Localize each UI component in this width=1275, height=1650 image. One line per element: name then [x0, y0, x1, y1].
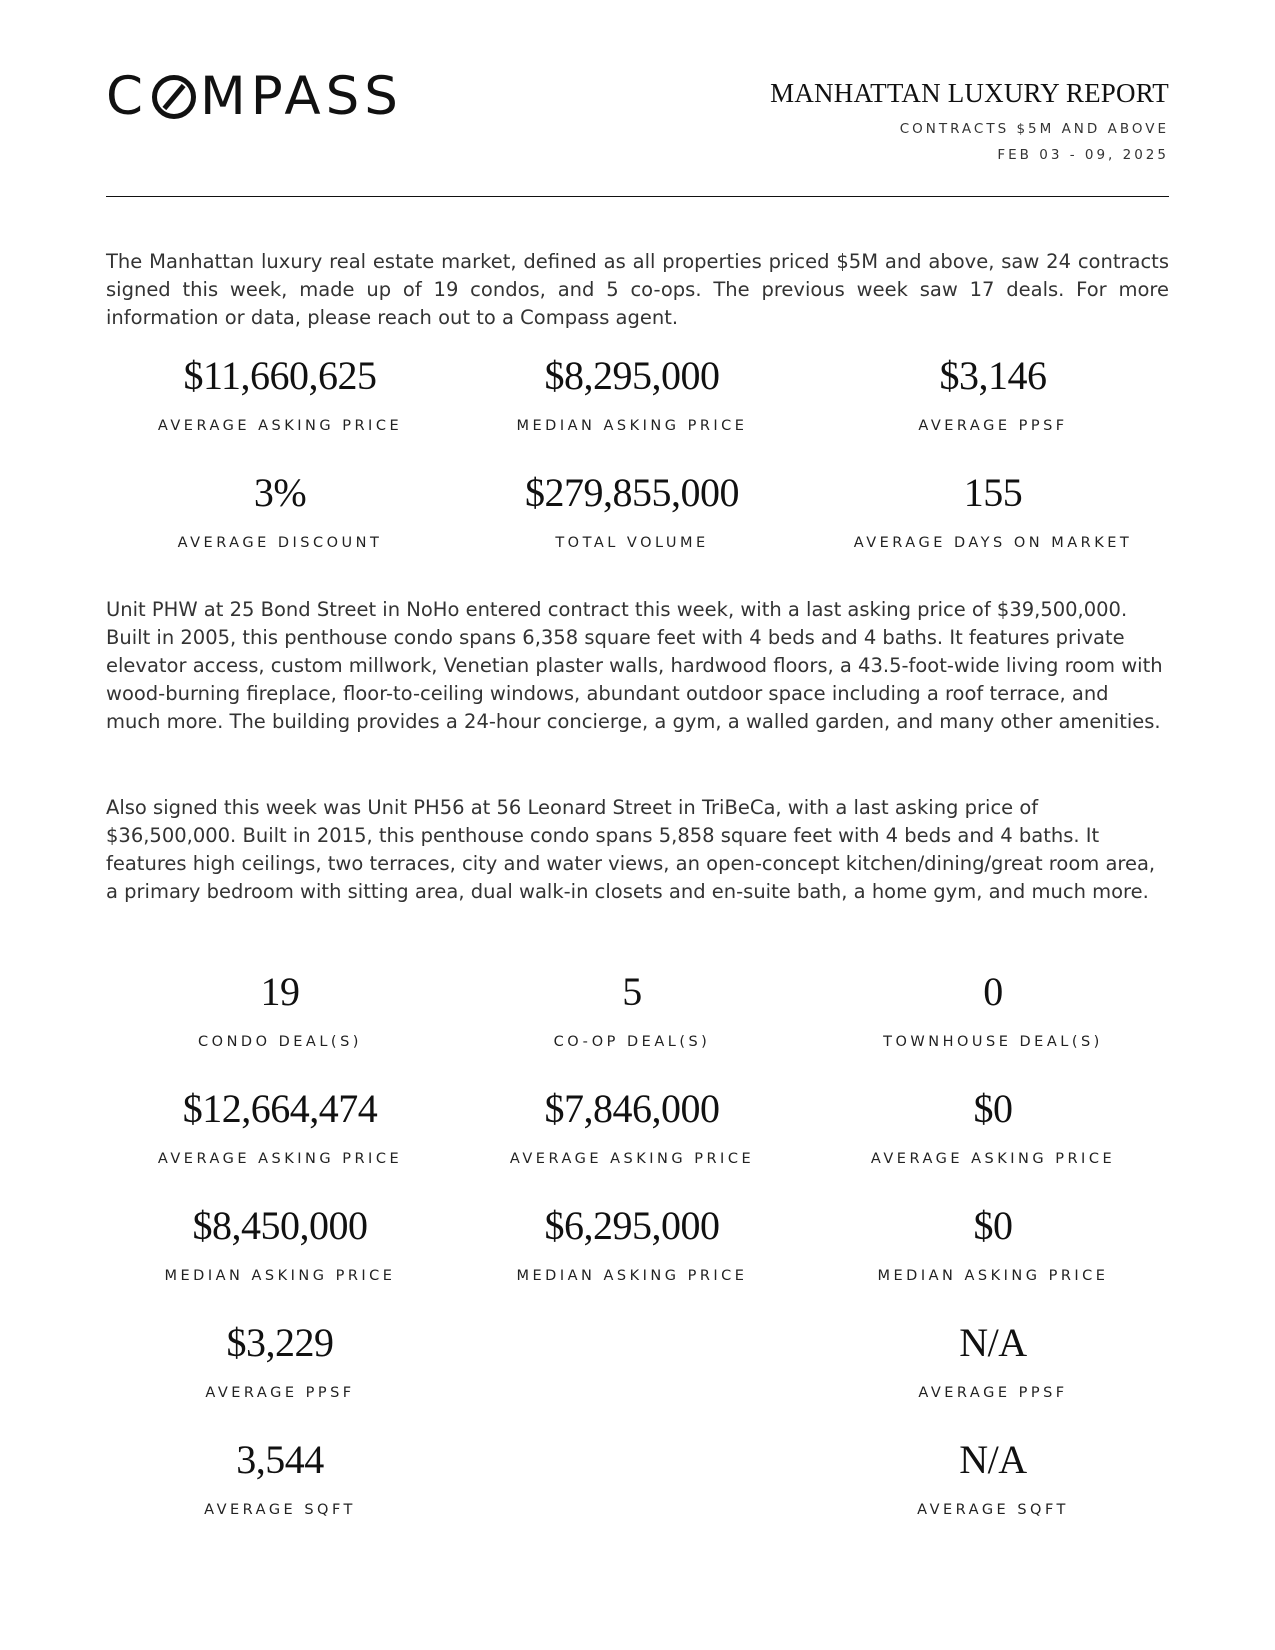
stat-label: MEDIAN ASKING PRICE [516, 418, 748, 434]
stat-median-asking-price [452, 354, 812, 435]
stat-value: $8,295,000 [544, 353, 720, 398]
condo-average-sqft [100, 1438, 460, 1519]
stat-value: $279,855,000 [525, 470, 739, 515]
stat-average-ppsf [813, 354, 1173, 435]
report-title: MANHATTAN LUXURY REPORT [770, 78, 1169, 108]
report-date: FEB 03 - 09, 2025 [997, 147, 1169, 163]
stat-label: AVERAGE DAYS ON MARKET [853, 535, 1133, 551]
stat-value: 19 [260, 969, 300, 1014]
stat-label: AVERAGE PPSF [205, 1385, 355, 1401]
stat-value: 3,544 [236, 1437, 324, 1482]
intro-paragraph: The Manhattan luxury real estate market, defined as all properties priced $5M and above, saw 24 contracts signed this week, made up of 19 condos, and 5 co-ops. The previous week saw 17 deals. For more information or data, please reach out to a Compass agent. [106, 250, 1169, 329]
stat-label: AVERAGE ASKING PRICE [157, 1151, 403, 1167]
coop-median-asking-price [452, 1204, 812, 1285]
townhouse-average-ppsf [813, 1321, 1173, 1402]
stat-average-discount [100, 471, 460, 552]
townhouse-median-asking-price [813, 1204, 1173, 1285]
stat-label: AVERAGE ASKING PRICE [157, 418, 403, 434]
stat-value: N/A [959, 1437, 1027, 1482]
stat-average-asking-price [100, 354, 460, 435]
condo-average-ppsf [100, 1321, 460, 1402]
stat-label: CONDO DEAL(S) [198, 1034, 362, 1050]
stat-value: $0 [973, 1086, 1013, 1131]
stat-average-days-on-market [813, 471, 1173, 552]
stat-value: $8,450,000 [192, 1203, 368, 1248]
townhouse-average-asking-price [813, 1087, 1173, 1168]
stat-value: 5 [622, 969, 642, 1014]
stat-value: $7,846,000 [544, 1086, 720, 1131]
highlight-paragraph-2: Also signed this week was Unit PH56 at 56 Leonard Street in TriBeCa, with a last asking price of $36,500,000. Built in 2015, this penthouse condo spans 5,858 square feet with 4 beds and 4 baths. It features high ceilings, two terraces, city and water views, an open-concept kitchen/dining/great room area, a primary bedroom with sitting area, dual walk-in closets and en-suite bath, a home gym, and much more. [106, 796, 1156, 903]
stat-label: MEDIAN ASKING PRICE [164, 1268, 396, 1284]
stat-label: AVERAGE ASKING PRICE [870, 1151, 1116, 1167]
stat-value: 3% [253, 470, 307, 515]
report-header [770, 76, 1169, 164]
stat-label: AVERAGE SQFT [204, 1502, 356, 1518]
stat-label: TOTAL VOLUME [555, 535, 709, 551]
stat-value: 155 [963, 470, 1023, 515]
stat-label: AVERAGE ASKING PRICE [509, 1151, 755, 1167]
stat-value: $6,295,000 [544, 1203, 720, 1248]
stat-total-volume [452, 471, 812, 552]
townhouse-deals [813, 970, 1173, 1051]
highlight-paragraph-1: Unit PHW at 25 Bond Street in NoHo entered contract this week, with a last asking price of $39,500,000. Built in 2005, this penthouse condo spans 6,358 square feet with 4 beds and 4 baths. It features private elevator access, custom millwork, Venetian plaster walls, hardwood floors, a 43.5-foot-wide living room with wood-burning fireplace, floor-to-ceiling windows, abundant outdoor space including a roof terrace, and much more. The building provides a 24-hour concierge, a gym, a walled garden, and many other amenities. [106, 598, 1163, 733]
stat-label: AVERAGE SQFT [917, 1502, 1069, 1518]
stat-value: $11,660,625 [183, 353, 377, 398]
stat-label: AVERAGE PPSF [918, 418, 1068, 434]
condo-deals [100, 970, 460, 1051]
stat-label: TOWNHOUSE DEAL(S) [883, 1034, 1103, 1050]
compass-logo [106, 66, 426, 127]
stat-label: CO-OP DEAL(S) [553, 1034, 711, 1050]
stat-value: N/A [959, 1320, 1027, 1365]
stat-label: AVERAGE PPSF [918, 1385, 1068, 1401]
report-subtitle: CONTRACTS $5M AND ABOVE [899, 121, 1169, 137]
townhouse-average-sqft [813, 1438, 1173, 1519]
condo-average-asking-price [100, 1087, 460, 1168]
compass-logo-o-icon [152, 75, 196, 119]
coop-deals [452, 970, 812, 1051]
stat-value: $3,146 [939, 353, 1047, 398]
stat-value: $3,229 [226, 1320, 334, 1365]
stat-label: MEDIAN ASKING PRICE [877, 1268, 1109, 1284]
stat-value: $0 [973, 1203, 1013, 1248]
coop-average-asking-price [452, 1087, 812, 1168]
stat-label: AVERAGE DISCOUNT [177, 535, 383, 551]
compass-logo-wordmark: C MPASS [106, 66, 403, 127]
stat-label: MEDIAN ASKING PRICE [516, 1268, 748, 1284]
stat-value: 0 [983, 969, 1003, 1014]
header-divider [106, 196, 1169, 197]
condo-median-asking-price [100, 1204, 460, 1285]
stat-value: $12,664,474 [182, 1086, 378, 1131]
